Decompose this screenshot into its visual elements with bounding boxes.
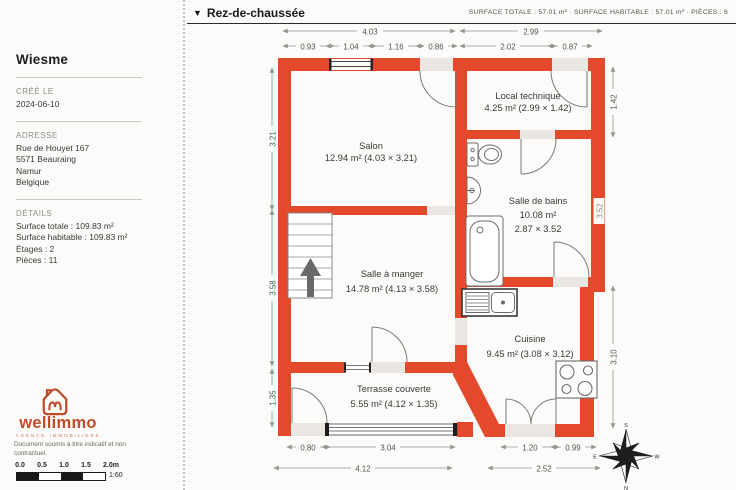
disclaimer-text: Document soumis à titre indicatif et non contractuel. bbox=[14, 441, 126, 457]
dimension-label: 2.52 bbox=[536, 464, 552, 474]
divider bbox=[16, 121, 142, 122]
room-label-salle-a-manger bbox=[346, 269, 438, 294]
floor-stats: SURFACE TOTALE : 57.01 m² · SURFACE HABITABLE : 57.01 m² · PIÈCES : 6 bbox=[468, 9, 728, 16]
svg-text:Salon: Salon bbox=[359, 141, 383, 151]
svg-text:4.25 m² (2.99 × 1.42): 4.25 m² (2.99 × 1.42) bbox=[484, 103, 572, 113]
dimension-label: 2.02 bbox=[500, 42, 516, 52]
floor-header bbox=[187, 0, 736, 24]
dimension-label: 4.03 bbox=[362, 27, 378, 37]
details-line: Pièces : 11 bbox=[16, 255, 58, 265]
sidebar bbox=[0, 0, 185, 490]
room-label-salon bbox=[325, 141, 417, 163]
scale-bar-segments bbox=[16, 472, 106, 481]
details-line: Surface totale : 109.83 m² bbox=[16, 220, 114, 231]
stairs bbox=[288, 213, 332, 298]
svg-text:14.78 m² (4.13 × 3.58): 14.78 m² (4.13 × 3.58) bbox=[345, 284, 439, 294]
toilet-icon bbox=[467, 143, 502, 166]
dimension-label: 0.93 bbox=[300, 42, 316, 52]
dimension-label: 1.35 bbox=[268, 390, 278, 406]
details-label: DÉTAILS bbox=[16, 208, 53, 218]
compass-rose-icon bbox=[593, 423, 660, 490]
compass-label: S bbox=[624, 423, 628, 429]
wall-openings bbox=[291, 58, 588, 437]
dimension-label: 3.52 bbox=[595, 203, 605, 219]
scale-tick: 0.5 bbox=[37, 462, 47, 469]
created-label: CRÉÉ LE bbox=[16, 87, 54, 96]
room-label-local-technique bbox=[484, 91, 571, 113]
svg-text:12.94 m² (4.03 × 3.21): 12.94 m² (4.03 × 3.21) bbox=[324, 153, 418, 163]
window bbox=[344, 363, 371, 373]
stove-icon bbox=[556, 361, 597, 398]
dimension-label: 1.42 bbox=[609, 94, 619, 110]
svg-text:Cuisine: Cuisine bbox=[514, 334, 546, 344]
washbasin-icon bbox=[467, 177, 481, 204]
compass-label: E bbox=[593, 454, 597, 461]
svg-text:Terrasse couverte: Terrasse couverte bbox=[357, 384, 431, 394]
dimension-label: 3.04 bbox=[380, 443, 396, 453]
brand-tagline: AGENCE IMMOBILIÈRE bbox=[15, 433, 101, 438]
dimension-label: 2.99 bbox=[523, 27, 539, 37]
svg-text:9.45 m² (3.08 × 3.12): 9.45 m² (3.08 × 3.12) bbox=[486, 349, 574, 359]
address-line: 5571 Beauraing bbox=[16, 154, 77, 164]
compass-label: N bbox=[624, 486, 628, 490]
dimension-label: 0.80 bbox=[300, 443, 316, 453]
dimension-label: 1.16 bbox=[388, 42, 404, 52]
scale-tick: 1.0 bbox=[59, 462, 69, 469]
terrace-glazing-window bbox=[325, 423, 457, 436]
collapse-triangle-icon[interactable]: ▼ bbox=[193, 8, 202, 18]
floor-title-row bbox=[193, 6, 305, 20]
wellimmo-logo-icon bbox=[36, 386, 74, 416]
dimension-label: 4.12 bbox=[355, 464, 371, 474]
floor-plan bbox=[187, 25, 736, 490]
scale-tick: 2.0m bbox=[103, 462, 119, 469]
dimension-label: 0.99 bbox=[565, 443, 581, 453]
room-label-salle-de-bains bbox=[509, 196, 568, 234]
bathtub-icon bbox=[466, 216, 503, 286]
svg-text:5.55 m² (4.12 × 1.35): 5.55 m² (4.12 × 1.35) bbox=[350, 399, 438, 409]
dimension-label: 3.21 bbox=[268, 131, 278, 147]
brand-name: wellimmo bbox=[19, 414, 97, 432]
scale-tick: 1.5 bbox=[81, 462, 91, 469]
floor-title: Rez-de-chaussée bbox=[206, 6, 305, 20]
dimension-label: 1.20 bbox=[522, 443, 538, 453]
window bbox=[329, 59, 373, 71]
room-label-cuisine bbox=[486, 334, 573, 359]
dimension-label: 3.10 bbox=[609, 349, 619, 365]
kitchen-sink-icon bbox=[462, 289, 517, 316]
address-label: ADRESSE bbox=[16, 130, 58, 140]
scale-bar bbox=[14, 462, 154, 486]
room-label-terrasse bbox=[350, 384, 437, 409]
svg-text:Salle à manger: Salle à manger bbox=[360, 269, 424, 279]
scale-tick: 0.0 bbox=[15, 462, 25, 469]
address-line: Belgique bbox=[16, 177, 50, 187]
dimension-label: 3.58 bbox=[268, 280, 278, 296]
svg-text:2.87 × 3.52: 2.87 × 3.52 bbox=[514, 224, 562, 234]
details-line: Surface habitable : 109.83 m² bbox=[16, 232, 128, 242]
dimension-label: 1.04 bbox=[343, 42, 359, 52]
property-title: Wiesme bbox=[16, 52, 69, 67]
divider bbox=[16, 77, 142, 78]
address-line: Rue de Houyet 167 bbox=[16, 142, 90, 153]
dimension-label: 0.87 bbox=[562, 42, 578, 52]
divider bbox=[16, 199, 142, 200]
details-line: Étages : 2 bbox=[16, 243, 55, 254]
dimension-label: 0.86 bbox=[428, 42, 444, 52]
scale-ratio: 1:60 bbox=[109, 472, 123, 479]
created-value: 2024-06-10 bbox=[16, 99, 60, 109]
compass-label: W bbox=[654, 454, 660, 461]
svg-text:10.08 m²: 10.08 m² bbox=[519, 210, 557, 220]
svg-text:Local technique: Local technique bbox=[495, 91, 561, 101]
svg-text:Salle de bains: Salle de bains bbox=[508, 196, 568, 206]
address-line: Namur bbox=[16, 165, 42, 176]
